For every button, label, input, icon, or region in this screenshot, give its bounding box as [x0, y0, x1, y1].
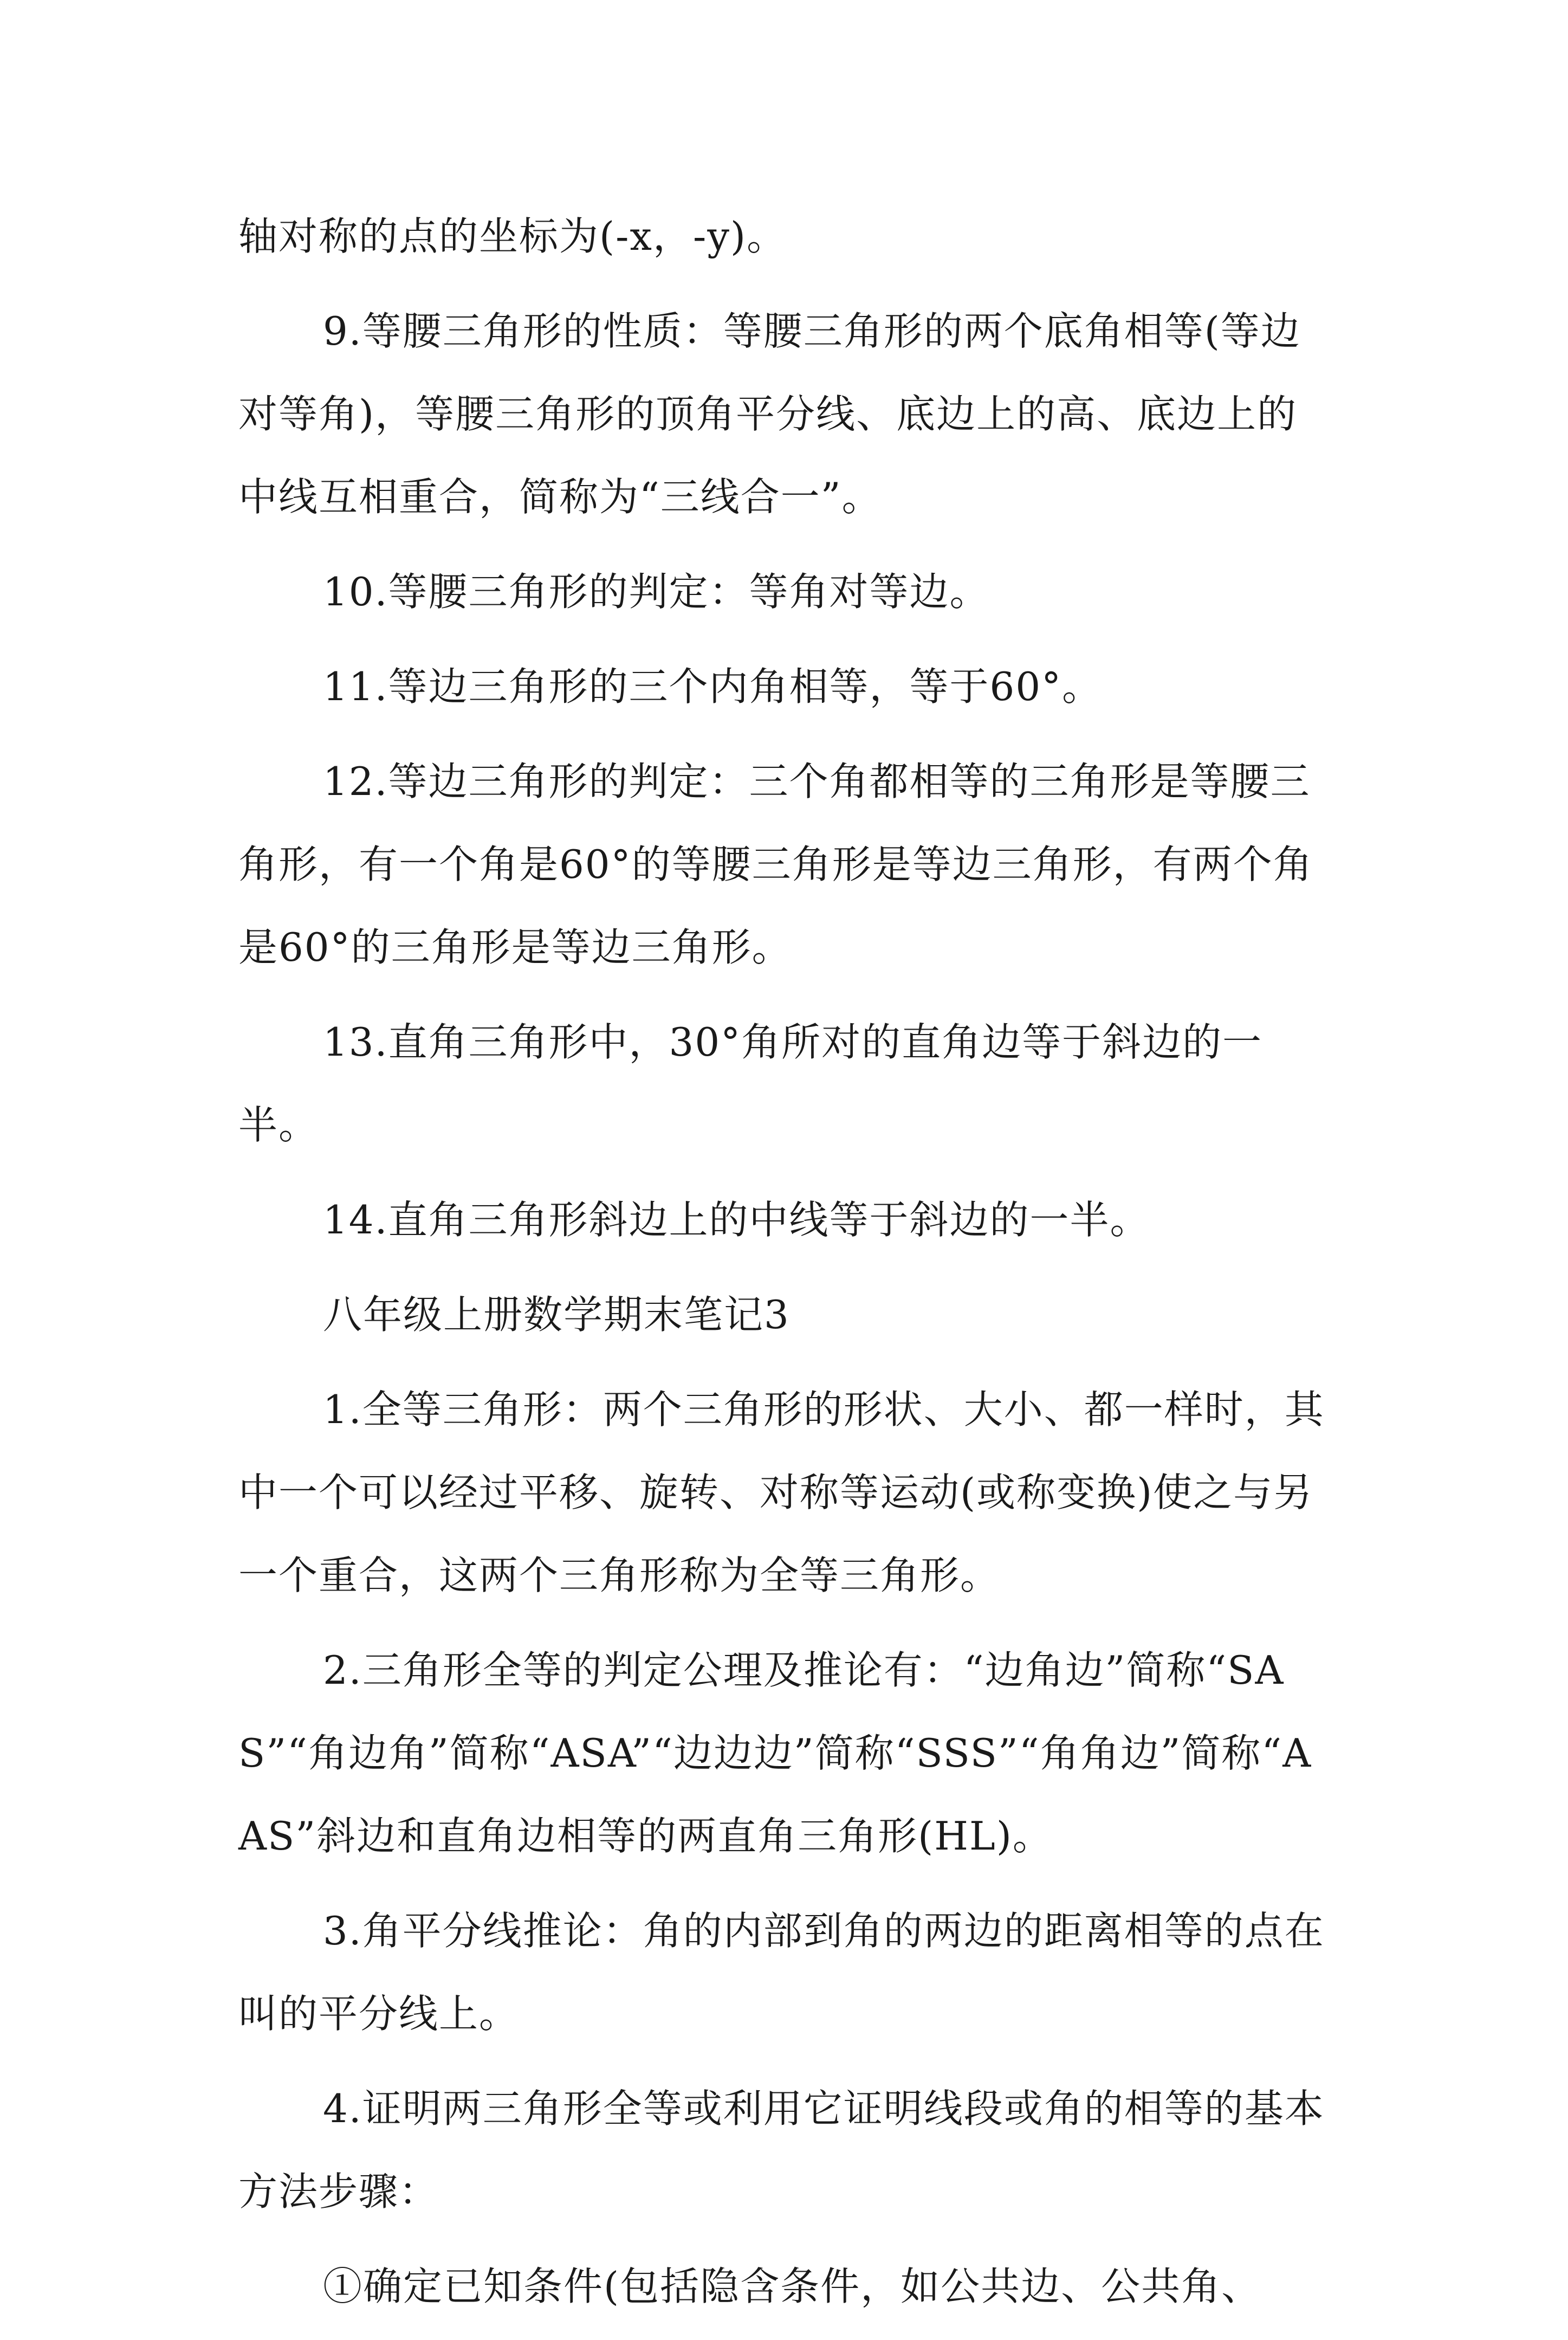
- paragraph-item-14: 14.直角三角形斜边上的中线等于斜边的一半。: [323, 1197, 1150, 1243]
- paragraph-item-9: 9.等腰三角形的性质：等腰三角形的两个底角相等(等边对等角)，等腰三角形的顶角平分线、底边上的高、底边上的中线互相重合，简称为“三线合一”。: [238, 308, 1301, 520]
- paragraph-item-4: 4.证明两三角形全等或利用它证明线段或角的相等的基本方法步骤：: [238, 2086, 1325, 2214]
- paragraph-item-1: 1.全等三角形：两个三角形的形状、大小、都一样时，其中一个可以经过平移、旋转、对称等运动(或称变换)使之与另一个重合，这两个三角形称为全等三角形。: [238, 1387, 1325, 1598]
- paragraph-item-13: 13.直角三角形中，30°角所对的直角边等于斜边的一半。: [238, 1019, 1263, 1148]
- paragraph-item-3: 3.角平分线推论：角的内部到角的两边的距离相等的点在叫的平分线上。: [238, 1908, 1325, 2037]
- paragraph-item-10: 10.等腰三角形的判定：等角对等边。: [323, 569, 990, 615]
- paragraph-continuation: 轴对称的点的坐标为(-x，-y)。: [238, 214, 787, 259]
- paragraph-item-11: 11.等边三角形的三个内角相等，等于60°。: [323, 664, 1103, 709]
- paragraph-step-1: ①确定已知条件(包括隐含条件，如公共边、公共角、: [323, 2264, 1262, 2309]
- section-heading: 八年级上册数学期末笔记3: [323, 1292, 790, 1337]
- paragraph-item-12: 12.等边三角形的判定：三个角都相等的三角形是等腰三角形，有一个角是60°的等腰三角形是等边三角形，有两个角是60°的三角形是等边三角形。: [238, 759, 1313, 970]
- document-body: [238, 195, 1333, 2340]
- paragraph-item-2: 2.三角形全等的判定公理及推论有：“边角边”简称“SAS”“角边角”简称“ASA”“边边边”简称“SSS”“角角边”简称“AAS”斜边和直角边相等的两直角三角形(HL)。: [238, 1647, 1312, 1859]
